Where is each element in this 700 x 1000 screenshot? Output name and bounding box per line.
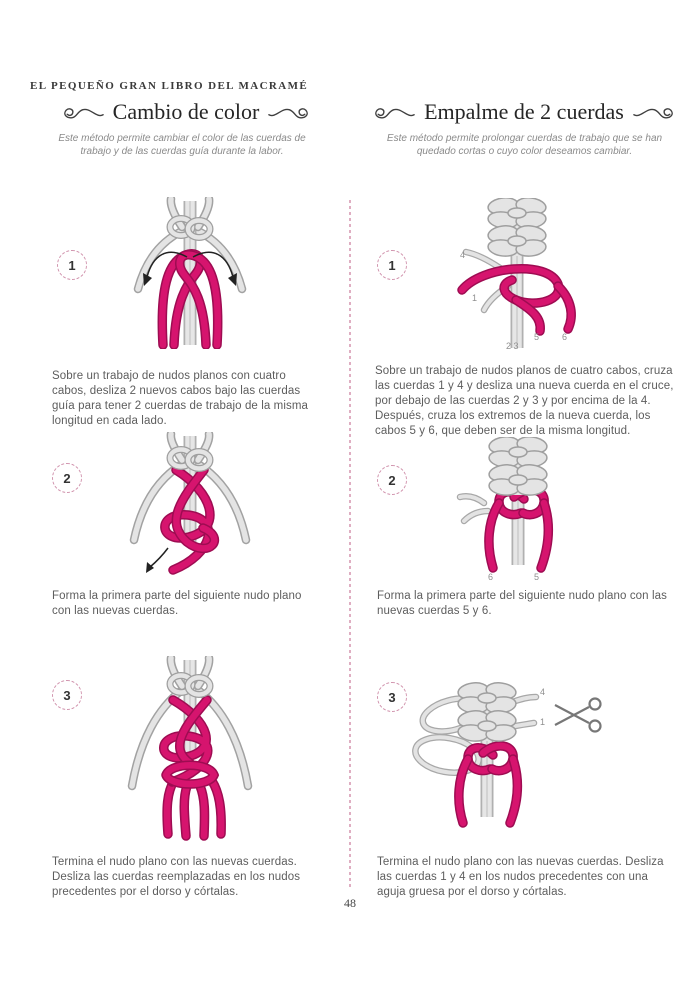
scissors-icon — [555, 699, 601, 732]
section-subtitle: Este método permite prolongar cuerdas de trabajo que se han quedado cortas o cuyo color deseamos cambiar. — [386, 133, 663, 157]
color-change-step1-illustration — [70, 197, 315, 349]
column-divider — [349, 200, 351, 890]
arrow-icon — [146, 548, 168, 573]
step-caption: Forma la primera parte del siguiente nudo plano con las nuevas cuerdas 5 y 6. — [377, 589, 667, 617]
cord-number-label: 2 3 — [506, 341, 519, 351]
step-caption: Termina el nudo plano con las nuevas cuerdas. Desliza las cuerdas 1 y 4 en los nudos precedentes con una aguja gruesa por el dorso y córtalas. — [377, 855, 664, 898]
cord-number-label: 6 — [562, 332, 568, 342]
step-number-badge: 1 — [377, 250, 407, 280]
step-caption: Sobre un trabajo de nudos planos de cuatro cabos, cruza las cuerdas 1 y 4 y desliza una nueva cuerda en el cruce, por debajo de las cuerdas 2 y 3 y por encima de la 4. Después, cruza los extremos de la nueva cuerda, los cabos 5 y 6, que deben ser de la misma longitud. — [375, 364, 674, 437]
flourish-icon — [633, 102, 679, 122]
page-number: 48 — [344, 896, 356, 910]
section-title-cambio-de-color: Cambio de color — [112, 99, 260, 124]
right-column-header — [365, 99, 683, 125]
color-change-step3-illustration — [70, 656, 315, 842]
step-number-badge: 1 — [57, 250, 87, 280]
left-column-header — [30, 99, 342, 125]
cord-number-label: 1 — [472, 293, 478, 303]
flourish-icon — [268, 102, 314, 122]
step-caption: Forma la primera parte del siguiente nudo plano con las nuevas cuerdas. — [52, 589, 302, 617]
cord-number-label: 5 — [534, 572, 540, 582]
splice-step1-illustration — [400, 198, 650, 356]
step-number-badge: 2 — [377, 465, 407, 495]
flourish-icon — [369, 102, 415, 122]
cord-number-label: 6 — [488, 572, 494, 582]
step-number-badge: 3 — [377, 682, 407, 712]
step-caption: Sobre un trabajo de nudos planos con cuatro cabos, desliza 2 nuevos cabos bajo las cuerdas guía para tener 2 cuerdas de trabajo de la misma longitud en cada lado. — [52, 369, 309, 427]
cord-number-label: 4 — [460, 250, 466, 260]
splice-step2-illustration — [400, 437, 640, 582]
step-caption: Termina el nudo plano con las nuevas cuerdas. Desliza las cuerdas reemplazadas en los nudos precedentes por el dorso y córtalas. — [52, 855, 301, 898]
cord-number-label: 1 — [540, 717, 546, 727]
book-title: EL PEQUEÑO GRAN LIBRO DEL MACRAMÉ — [30, 80, 309, 92]
cord-number-label: 4 — [540, 687, 546, 697]
step-number-badge: 3 — [52, 680, 82, 710]
splice-step3-illustration — [400, 655, 650, 840]
color-change-step2-illustration — [70, 432, 315, 582]
step-number-badge: 2 — [52, 463, 82, 493]
section-subtitle: Este método permite cambiar el color de las cuerdas de trabajo y de las cuerdas guía durante la labor. — [58, 133, 306, 157]
flourish-icon — [58, 102, 104, 122]
section-title-empalme: Empalme de 2 cuerdas — [424, 99, 624, 124]
cord-number-label: 5 — [534, 332, 540, 342]
